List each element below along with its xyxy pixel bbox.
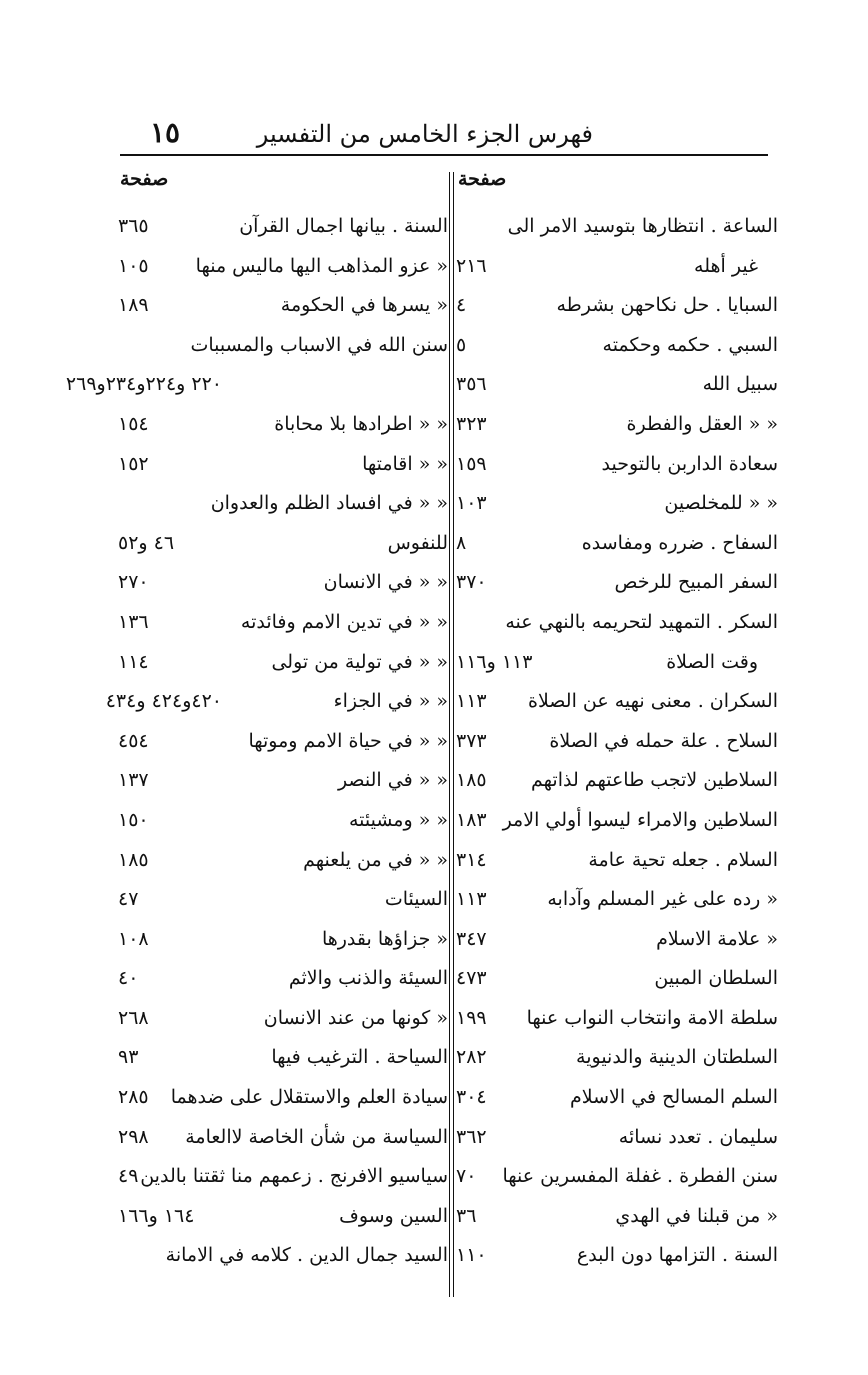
right-entry-text: سلطة الامة وانتخاب النواب عنها — [526, 1006, 778, 1029]
right-entry-text: السلاطين لاتجب طاعتهم لذاتهم — [531, 769, 778, 792]
right-entry-text: « من قبلنا في الهدي — [615, 1204, 778, 1227]
left-entry-page: ٤٧ — [118, 888, 139, 911]
right-entry-page: ١٨٣ — [456, 808, 487, 831]
index-row — [0, 1236, 868, 1276]
index-row — [0, 286, 868, 326]
left-entry-page: ٢٢٠ و٢٢٤و٢٣٤و٢٦٩ — [65, 373, 222, 396]
index-row — [0, 1118, 868, 1158]
left-entry-page — [118, 326, 222, 366]
right-entry-text: السبي . حكمه وحكمته — [602, 333, 778, 356]
left-entry-page: ١٠٥ — [118, 254, 149, 277]
left-entry-text: « « في من يلعنهم — [303, 848, 448, 871]
index-rows — [0, 207, 868, 1276]
left-entry-text: سنن الله في الاسباب والمسببات — [190, 333, 448, 356]
right-entry-text: السكر . التمهيد لتحريمه بالنهي عنه — [505, 610, 778, 633]
right-entry-text: السلام . جعله تحية عامة — [588, 848, 778, 871]
right-entry-page: ١١٣ — [456, 690, 487, 713]
index-row — [0, 959, 868, 999]
left-entry-text: « « في تولية من تولى — [271, 650, 448, 673]
right-entry-text: السفاح . ضرره ومفاسده — [581, 531, 778, 554]
left-entry-text: « جزاؤها بقدرها — [321, 927, 448, 950]
right-entry-page: ٣٦ — [456, 1204, 477, 1227]
index-row — [0, 722, 868, 762]
right-entry-text: سعادة الداربن بالتوحيد — [601, 452, 778, 475]
right-entry-page: ٢١٦ — [456, 254, 487, 277]
left-entry-text: « « في الجزاء — [333, 690, 448, 713]
right-entry-page: ١١٣ — [456, 888, 487, 911]
left-entry-text: « « في افساد الظلم والعدوان — [210, 492, 448, 515]
index-row — [0, 682, 868, 722]
index-row — [0, 563, 868, 603]
index-row — [0, 1078, 868, 1118]
left-entry-page: ١٨٩ — [118, 294, 149, 317]
right-entry-page: ٣٠٤ — [456, 1086, 487, 1109]
index-row — [0, 1157, 868, 1197]
right-entry-text: « « العقل والفطرة — [626, 412, 778, 435]
right-entry-page: ٣٥٦ — [456, 373, 487, 396]
right-entry-text: سبيل الله — [702, 373, 778, 396]
page-number: ١٥ — [150, 116, 181, 149]
index-row — [0, 1197, 868, 1237]
left-entry-page: ٢٩٨ — [118, 1125, 149, 1148]
right-entry-page — [456, 603, 534, 643]
right-entry-text: السلاطين والامراء ليسوا أولي الامر — [502, 808, 778, 831]
right-entry-page — [456, 207, 534, 247]
right-entry-text: « علامة الاسلام — [656, 927, 778, 950]
left-entry-page: ١٠٨ — [118, 927, 149, 950]
index-row — [0, 207, 868, 247]
right-entry-text: وقت الصلاة — [666, 650, 758, 673]
left-entry-page: ١٥٢ — [118, 452, 149, 475]
left-entry-page: ٤٠ — [118, 967, 139, 990]
page-header — [120, 112, 768, 156]
right-entry-page: ٣٢٣ — [456, 412, 487, 435]
index-row — [0, 365, 868, 405]
right-entry-text: السكران . معنى نهيه عن الصلاة — [528, 690, 778, 713]
left-entry-text: « « اقامتها — [362, 452, 448, 475]
right-entry-page: ١٥٩ — [456, 452, 487, 475]
right-entry-text: السفر المبيح للرخص — [614, 571, 778, 594]
left-entry-page: ٤٥٤ — [118, 729, 149, 752]
index-row — [0, 920, 868, 960]
right-entry-text: السلاح . علة حمله في الصلاة — [549, 729, 778, 752]
left-entry-page: ٢٦٨ — [118, 1006, 149, 1029]
right-entry-page: ١٩٩ — [456, 1006, 487, 1029]
left-entry-text: السيئة والذنب والاثم — [288, 967, 448, 990]
right-entry-text: غير أهله — [694, 254, 758, 277]
left-entry-page: ١١٤ — [118, 650, 149, 673]
index-row — [0, 603, 868, 643]
right-entry-page: ٣٤٧ — [456, 927, 487, 950]
right-entry-text: سليمان . تعدد نسائه — [618, 1125, 778, 1148]
right-entry-text: السلطتان الدينية والدنيوية — [576, 1046, 778, 1069]
index-row — [0, 326, 868, 366]
right-entry-page: ٣٦٢ — [456, 1125, 487, 1148]
right-entry-text: السلم المسالح في الاسلام — [570, 1086, 778, 1109]
left-entry-page: ٤٩ — [118, 1165, 139, 1188]
left-entry-text: « « في حياة الامم وموتها — [248, 729, 448, 752]
right-entry-text: السلطان المبين — [654, 967, 778, 990]
index-row — [0, 524, 868, 564]
left-entry-text: سيادة العلم والاستقلال على ضدهما — [170, 1086, 448, 1109]
left-entry-page: ٢٨٥ — [118, 1086, 149, 1109]
left-entry-page: ١٨٥ — [118, 848, 149, 871]
left-entry-text: السياحة . الترغيب فيها — [271, 1046, 448, 1069]
right-entry-page: ٥ — [456, 333, 467, 356]
left-entry-text: السيئات — [384, 888, 448, 911]
index-row — [0, 643, 868, 683]
right-entry-page: ١٠٣ — [456, 492, 487, 515]
right-entry-page: ١١٣ و١١٦ — [456, 650, 533, 673]
left-entry-page — [118, 484, 222, 524]
right-entry-page: ٣٧٣ — [456, 729, 487, 752]
index-row — [0, 445, 868, 485]
right-entry-text: السبايا . حل نكاحهن بشرطه — [556, 294, 778, 317]
left-entry-text: « يسرها في الحكومة — [280, 294, 448, 317]
right-entry-text: « « للمخلصين — [664, 492, 778, 515]
right-entry-page: ٣١٤ — [456, 848, 487, 871]
right-entry-text: السنة . التزامها دون البدع — [576, 1244, 778, 1267]
left-entry-text: « عزو المذاهب اليها ماليس منها — [195, 254, 448, 277]
left-entry-text: « « اطرادها بلا محاباة — [274, 412, 448, 435]
left-entry-text: « « في النصر — [337, 769, 448, 792]
left-entry-page: ١٥٠ — [118, 808, 149, 831]
right-column-label: صفحة — [458, 168, 507, 190]
right-entry-page: ٢٨٢ — [456, 1046, 487, 1069]
index-row — [0, 841, 868, 881]
index-row — [0, 1038, 868, 1078]
index-row — [0, 801, 868, 841]
left-entry-text: السين وسوف — [339, 1204, 448, 1227]
left-entry-text: السنة . بيانها اجمال القرآن — [239, 215, 448, 237]
left-entry-text: السياسة من شأن الخاصة لاالعامة — [185, 1125, 448, 1148]
right-entry-page: ٤٧٣ — [456, 967, 487, 990]
right-entry-text: الساعة . انتظارها بتوسيد الامر الى — [507, 215, 778, 237]
left-entry-text: « « ومشيئته — [348, 808, 448, 831]
right-entry-page: ٤ — [456, 294, 467, 317]
right-entry-text: « رده على غير المسلم وآدابه — [547, 888, 778, 911]
index-row — [0, 247, 868, 287]
left-entry-text: « « في تدين الامم وفائدته — [240, 610, 448, 633]
index-row — [0, 880, 868, 920]
right-entry-page: ٧٠ — [456, 1165, 477, 1188]
index-row — [0, 405, 868, 445]
left-entry-page: ٩٣ — [118, 1046, 139, 1069]
left-entry-page: ١٥٤ — [118, 412, 149, 435]
index-row — [0, 999, 868, 1039]
header-title: فهرس الجزء الخامس من التفسير — [256, 120, 593, 148]
right-entry-text: سنن الفطرة . غفلة المفسرين عنها — [502, 1165, 778, 1188]
left-entry-page: ١٦٤ و١٦٦ — [118, 1204, 195, 1227]
left-entry-page — [118, 1236, 222, 1276]
left-entry-text: للنفوس — [387, 531, 448, 554]
left-entry-text: « « في الانسان — [323, 571, 448, 594]
left-entry-text: سياسيو الافرنج . زعمهم منا ثقتنا بالدين — [140, 1165, 448, 1188]
right-entry-page: ١١٠ — [456, 1244, 487, 1267]
left-entry-page: ٣٦٥ — [118, 215, 149, 237]
left-entry-page: ١٣٦ — [118, 610, 149, 633]
index-row — [0, 484, 868, 524]
left-entry-page: ٤٢٠و٤٢٤ و٤٣٤ — [105, 690, 222, 713]
index-row — [0, 761, 868, 801]
left-entry-page: ٤٦ و٥٢ — [118, 531, 175, 554]
right-entry-page: ٨ — [456, 531, 467, 554]
right-entry-page: ٣٧٠ — [456, 571, 487, 594]
left-entry-page: ١٣٧ — [118, 769, 149, 792]
left-entry-text: السيد جمال الدين . كلامه في الامانة — [165, 1244, 448, 1267]
left-entry-page: ٢٧٠ — [118, 571, 149, 594]
left-column-label: صفحة — [120, 168, 169, 190]
right-entry-page: ١٨٥ — [456, 769, 487, 792]
left-entry-text: « كونها من عند الانسان — [263, 1006, 448, 1029]
